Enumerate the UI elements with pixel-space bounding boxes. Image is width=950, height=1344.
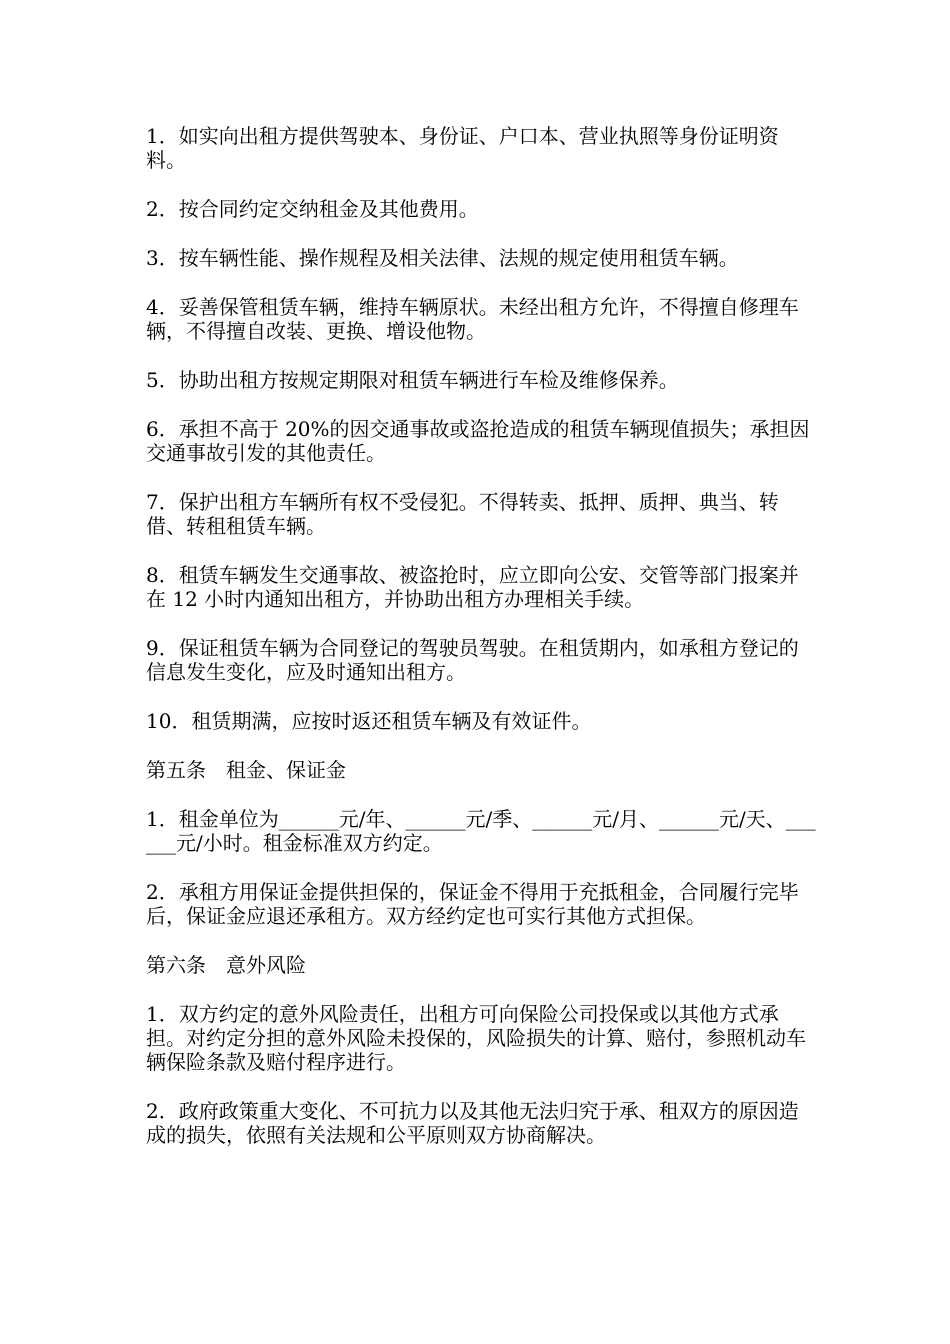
document-page [146,124,816,1172]
clause-item-2: 2．按合同约定交纳租金及其他费用。 [146,197,479,221]
article-6-heading: 第六条 意外风险 [146,953,306,977]
article-6-item-1: 1．双方约定的意外风险责任，出租方可向保险公司投保或以其他方式承担。对约定分担的意外风险未投保的，风险损失的计算、赔付，参照机动车辆保险条款及赔付程序进行。 [146,1002,806,1074]
article-5-item-1: 1．租金单位为______元/年、______元/季、______元/月、______元/天、______元/小时。租金标准双方约定。 [146,807,816,855]
clause-item-3: 3．按车辆性能、操作规程及相关法律、法规的规定使用租赁车辆。 [146,246,739,270]
article-5-heading: 第五条 租金、保证金 [146,758,346,782]
article-6-item-2: 2．政府政策重大变化、不可抗力以及其他无法归究于承、租双方的原因造成的损失，依照有关法规和公平原则双方协商解决。 [146,1099,799,1147]
clause-item-5: 5．协助出租方按规定期限对租赁车辆进行车检及维修保养。 [146,368,679,392]
clause-item-9: 9．保证租赁车辆为合同登记的驾驶员驾驶。在租赁期内，如承租方登记的信息发生变化，应及时通知出租方。 [146,636,799,684]
article-5-item-2: 2．承租方用保证金提供担保的，保证金不得用于充抵租金，合同履行完毕后，保证金应退还承租方。双方经约定也可实行其他方式担保。 [146,880,799,928]
clause-item-7: 7．保护出租方车辆所有权不受侵犯。不得转卖、抵押、质押、典当、转借、转租租赁车辆。 [146,490,779,538]
clause-item-8: 8．租赁车辆发生交通事故、被盗抢时，应立即向公安、交管等部门报案并在 12 小时内通知出租方，并协助出租方办理相关手续。 [146,563,799,611]
clause-item-4: 4．妥善保管租赁车辆，维持车辆原状。未经出租方允许，不得擅自修理车辆，不得擅自改装、更换、增设他物。 [146,295,799,343]
clause-item-10: 10．租赁期满，应按时返还租赁车辆及有效证件。 [146,709,592,733]
clause-item-1: 1．如实向出租方提供驾驶本、身份证、户口本、营业执照等身份证明资料。 [146,124,779,172]
clause-item-6: 6．承担不高于 20%的因交通事故或盗抢造成的租赁车辆现值损失；承担因交通事故引发的其他责任。 [146,417,810,465]
